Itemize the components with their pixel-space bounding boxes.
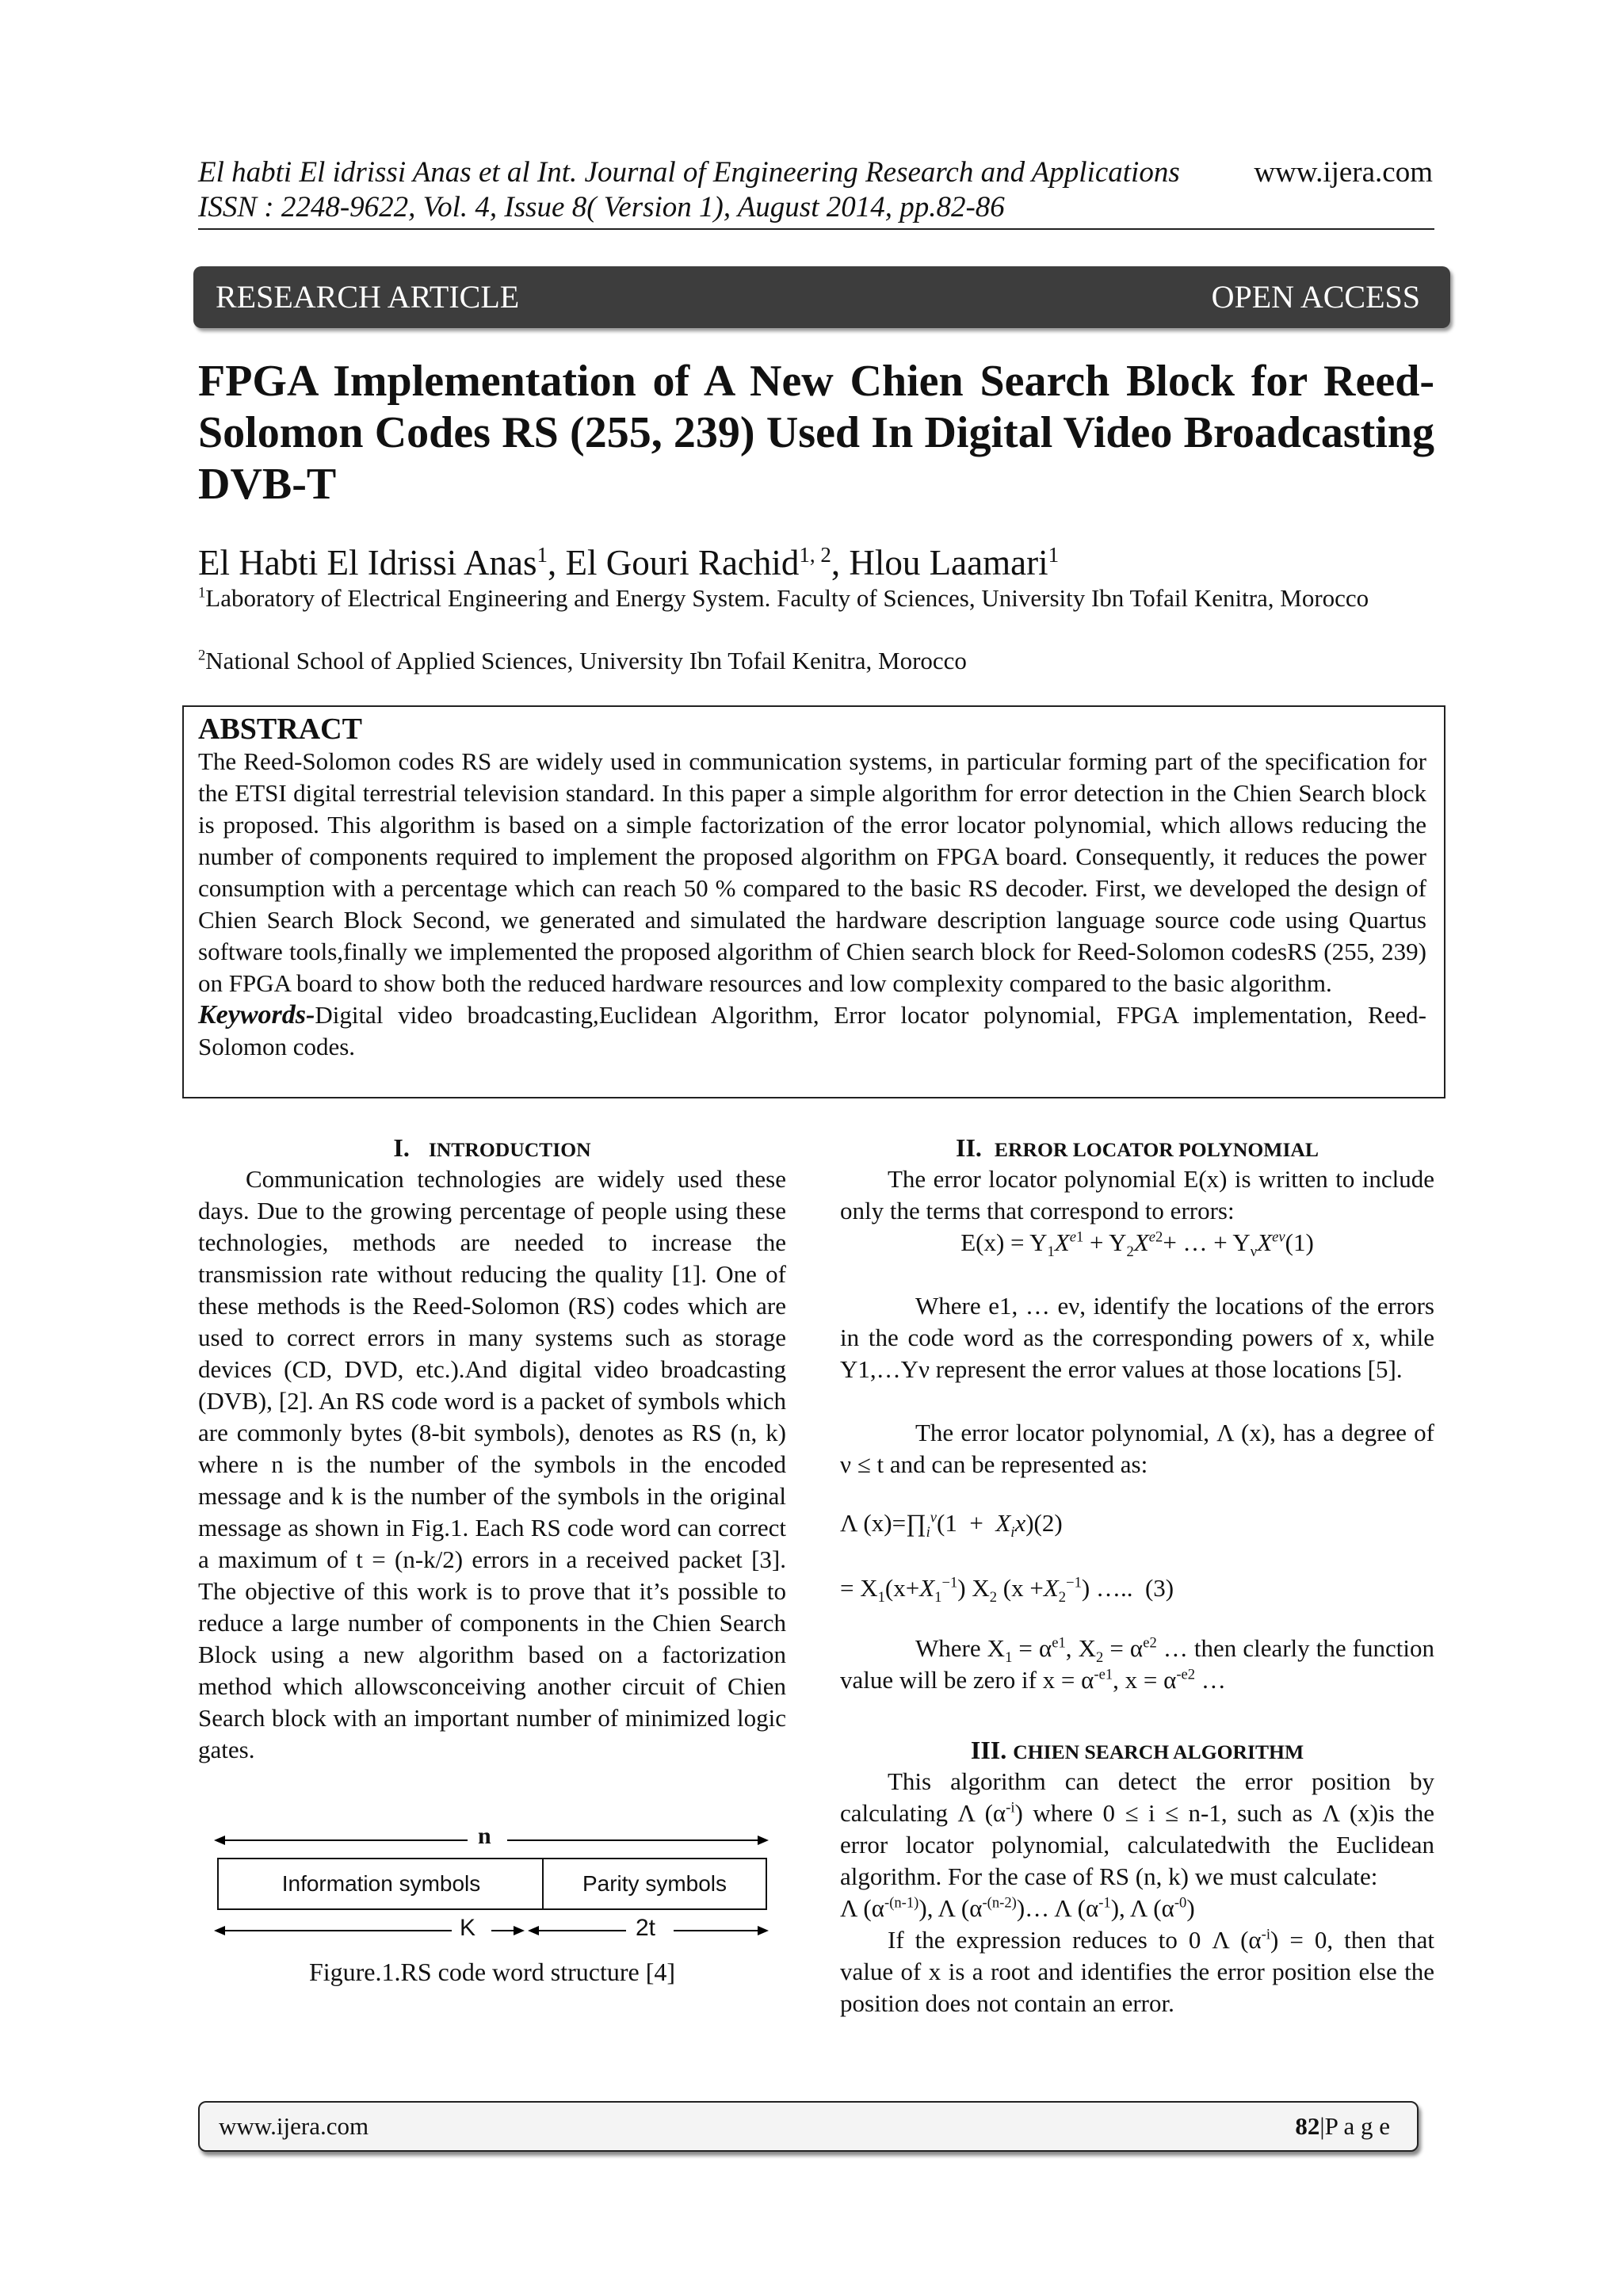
affiliation-2 bbox=[198, 645, 1434, 677]
abstract-text bbox=[198, 746, 1426, 1063]
author-name: El Habti El Idrissi Anas bbox=[198, 543, 537, 583]
section-title: INTRODUCTION bbox=[428, 1138, 591, 1161]
rs-codeword-figure bbox=[214, 1817, 769, 1943]
abstract-body: The Reed-Solomon codes RS are widely used in communication systems, in particular forming part of the specification for the ETSI digital terrestrial television standard. In this paper a simple algorithm for error detection in the Chien Search block is proposed. This algorithm is based on a simple factorization of the error locator polynomial, which allows reducing the number of components required to implement the proposed algorithm on FPGA board. Consequently, it reduces the power consumption with a percentage which can reach 50 % compared to the basic RS decoder. First, we developed the design of Chien Search Block Second, we generated and simulated the hardware description language source code using Quartus software tools,finally we implemented the proposed algorithm of Chien search block for Reed-Solomon codesRS (255, 239) on FPGA board to show both the reduced hardware resources and low complexity compared to the basic algorithm. bbox=[198, 747, 1426, 997]
footer-website[interactable]: www.ijera.com bbox=[219, 2112, 369, 2140]
affiliation-text: National School of Applied Sciences, University Ibn Tofail Kenitra, Morocco bbox=[205, 647, 967, 674]
figure-caption: Figure.1.RS code word structure [4] bbox=[308, 1958, 676, 1986]
section-number: III. bbox=[970, 1736, 1007, 1764]
root-identification-paragraph: If the expression reduces to 0 Λ $(\alpha^{-i}) = 0$, then that value of x is a root and identifies the error position else the position does not contain an error. bbox=[840, 1926, 1434, 2017]
section-number: II. bbox=[956, 1133, 982, 1162]
error-locator-degree-paragraph: The error locator polynomial, Λ (x), has a degree of ν ≤ t and can be represented as: bbox=[840, 1419, 1434, 1478]
author-name: , El Gouri Rachid bbox=[547, 543, 800, 583]
author-affiliation-mark: 1 bbox=[1048, 543, 1060, 567]
keywords-line bbox=[198, 999, 1426, 1063]
chien-search-paragraph: This algorithm can detect the error position by calculating Λ $(\alpha^{-i})$ where 0 ≤ i ≤ n-1, such as Λ (x)is the error locator polynomial, calculatedwith the Euclidean algorithm. For the case of RS (n, k) we must calculate: bbox=[840, 1767, 1434, 1890]
affiliation-mark: 2 bbox=[198, 647, 206, 664]
author-affiliation-mark: 1 bbox=[537, 543, 548, 567]
error-locator-intro: The error locator polynomial E(x) is written to include only the terms that correspond to errors: bbox=[840, 1165, 1434, 1224]
equation-1: $E(x) = Y_1X^{e1} + Y_2X^{e2}+$ … + $Y_\nu X^{e\nu}(1)$ bbox=[960, 1228, 1314, 1261]
section-heading-chien-search bbox=[840, 1734, 1434, 1768]
keywords-text: Digital video broadcasting,Euclidean Algorithm, Error locator polynomial, FPGA implementation, Reed-Solomon codes. bbox=[198, 1001, 1426, 1060]
equation-3: = $X_1(x+X_1^{-1})$ $X_2$ $(x +X_2^{-1})$ ….. (3) bbox=[840, 1574, 1174, 1606]
open-access-label: OPEN ACCESS bbox=[1211, 279, 1420, 315]
section-number: I. bbox=[393, 1133, 410, 1162]
error-locations-paragraph: Where e1, … eν, identify the locations of the errors in the code word as the corresponding powers of x, while Y1,…Yν represent the error values at those locations [5]. bbox=[840, 1292, 1434, 1383]
section-title: CHIEN SEARCH ALGORITHM bbox=[1013, 1740, 1304, 1763]
information-symbols-box: Information symbols bbox=[217, 1858, 545, 1910]
chien-text-b: ) where 0 ≤ i ≤ n-1, such as Λ (x)is the error locator polynomial, calculatedwith the Euclidean algorithm. For the case of RS (n, k) we must calculate: bbox=[840, 1799, 1434, 1890]
introduction-paragraph: Communication technologies are widely used these days. Due to the growing percentage of people using these technologies, methods are needed to increase the transmission rate without reducing the quality [1]. One of these methods is the Reed-Solomon (RS) codes which are used to correct errors in many systems such as storage devices (CD, DVD, etc.).And digital video broadcasting (DVB), [2]. An RS code word is a packet of symbols which are commonly bytes (8-bit symbols), denotes as RS (n, k) where n is the number of the symbols in the encoded message and k is the number of the symbols in the original message as shown in Fig.1. Each RS code word can correct a maximum of t = (n-k/2) errors in a received packet [3]. The objective of this work is to prove that it’s possible to reduce a large number of components in the Chien Search Block using a new algorithm based on a factorization method which allowsconceiving another circuit of Chien Search block with an important number of minimized logic gates. bbox=[198, 1165, 786, 1763]
n-label: n bbox=[478, 1823, 491, 1849]
author-list bbox=[198, 541, 1434, 584]
author-name: , Hlou Laamari bbox=[831, 543, 1048, 583]
k-label: K bbox=[460, 1915, 476, 1941]
author-affiliation-mark: 1, 2 bbox=[799, 543, 831, 567]
chien-text-a: This algorithm can detect the error position by calculating Λ (α bbox=[840, 1767, 1434, 1827]
paper-title: FPGA Implementation of A New Chien Search Block for Reed-Solomon Codes RS (255, 239) Used In Digital Video Broadcasting DVB-T bbox=[198, 357, 1434, 509]
parity-symbols-box: Parity symbols bbox=[542, 1858, 767, 1910]
footer-page-number bbox=[1295, 2103, 1390, 2150]
page-footer bbox=[198, 2101, 1419, 2152]
root-identification-text: that value of x is a root and identifies the error position else the position does not contain an error. bbox=[840, 1926, 1434, 2017]
section-title: ERROR LOCATOR POLYNOMIAL bbox=[994, 1138, 1319, 1161]
research-article-label: RESEARCH ARTICLE bbox=[216, 279, 520, 315]
journal-header-line2: ISSN : 2248-9622, Vol. 4, Issue 8( Version 1), August 2014, pp.82-86 bbox=[198, 191, 1005, 223]
journal-header-line1: El habti El idrissi Anas et al Int. Journal of Engineering Research and Applications bbox=[198, 156, 1180, 189]
section-heading-error-locator bbox=[840, 1132, 1434, 1166]
equation-2: Λ $(x)=\prod_i^\nu(1 + X_ix)(2)$ bbox=[840, 1509, 1063, 1541]
root-condition-paragraph: Where $X_1 = \alpha^{e1}$, $X_2 = \alpha^{e2}$ … then clearly the function value will be zero if $x = \alpha^{-e1}$, $x = \alpha^{-e2}$ … bbox=[840, 1634, 1434, 1694]
affiliation-mark: 1 bbox=[198, 584, 206, 602]
article-type-banner bbox=[193, 266, 1450, 328]
affiliation-text: Laboratory of Electrical Engineering and Energy System. Faculty of Sciences, University Ibn Tofail Kenitra, Morocco bbox=[205, 584, 1369, 612]
abstract-heading: ABSTRACT bbox=[198, 712, 362, 746]
journal-website[interactable]: www.ijera.com bbox=[1254, 156, 1433, 189]
page-suffix: |P a g e bbox=[1319, 2112, 1390, 2140]
evaluation-list: Λ $(\alpha^{-(n-1)})$, Λ $(\alpha^{-(n-2)})\dots$ Λ $(\alpha^{-1})$, Λ $(\alpha^{-0})$ bbox=[840, 1894, 1195, 1922]
keywords-label: Keywords- bbox=[198, 1000, 315, 1030]
section-heading-introduction bbox=[198, 1132, 786, 1166]
two-t-label: 2t bbox=[636, 1915, 656, 1941]
header-rule bbox=[198, 228, 1434, 230]
affiliation-1 bbox=[198, 583, 1434, 614]
page-number: 82 bbox=[1295, 2112, 1320, 2140]
